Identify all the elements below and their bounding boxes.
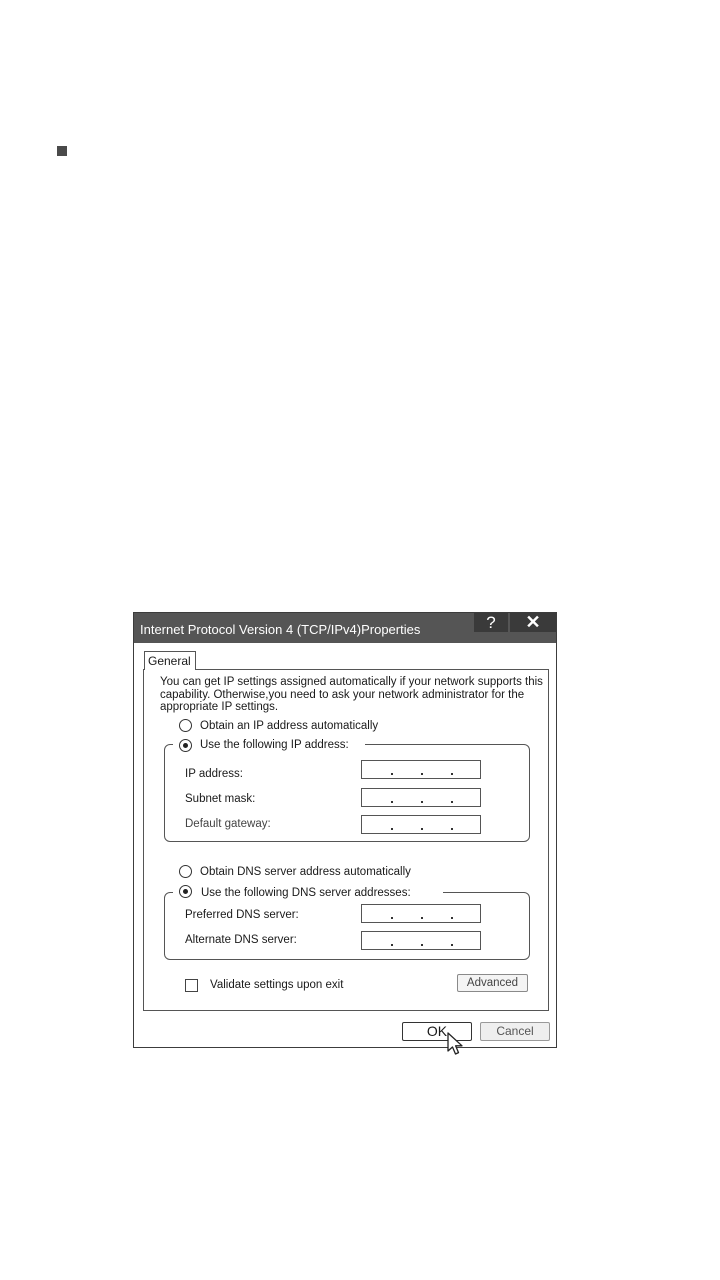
default-gateway-label: Default gateway: bbox=[185, 818, 271, 830]
general-panel bbox=[143, 669, 549, 1011]
ip-auto-label: Obtain an IP address automatically bbox=[200, 720, 379, 732]
intro-text: You can get IP settings assigned automatically if your network supports this capability. Otherwise,you need to ask your network administrator for the appropriate IP settings. bbox=[160, 676, 543, 713]
dialog-title: Internet Protocol Version 4 (TCP/IPv4)Properties bbox=[140, 622, 421, 637]
ipv4-properties-dialog bbox=[133, 612, 557, 1048]
mouse-pointer-icon bbox=[446, 1032, 466, 1056]
ip-manual-label: Use the following IP address: bbox=[200, 739, 349, 751]
ip-address-label: IP address: bbox=[185, 768, 243, 780]
ip-auto-radio[interactable] bbox=[179, 719, 192, 732]
help-icon[interactable]: ? bbox=[474, 613, 508, 632]
preferred-dns-field[interactable] bbox=[361, 904, 481, 923]
ip-manual-radio[interactable] bbox=[179, 739, 192, 752]
dns-auto-label: Obtain DNS server address automatically bbox=[200, 866, 411, 878]
tab-general[interactable]: General bbox=[144, 651, 196, 670]
ok-button[interactable]: OK bbox=[402, 1022, 472, 1041]
title-bar bbox=[134, 613, 556, 643]
advanced-button[interactable]: Advanced bbox=[457, 974, 528, 992]
dns-manual-legend bbox=[173, 884, 443, 900]
dns-auto-radio[interactable] bbox=[179, 865, 192, 878]
subnet-mask-label: Subnet mask: bbox=[185, 793, 256, 805]
alternate-dns-label: Alternate DNS server: bbox=[185, 934, 297, 946]
ip-address-field[interactable] bbox=[361, 760, 481, 779]
alternate-dns-field[interactable] bbox=[361, 931, 481, 950]
validate-checkbox[interactable] bbox=[185, 979, 198, 992]
dns-settings-group bbox=[164, 887, 530, 960]
subnet-mask-field[interactable] bbox=[361, 788, 481, 807]
validate-label: Validate settings upon exit bbox=[210, 979, 344, 991]
square-bullet-icon bbox=[57, 146, 67, 156]
ip-manual-legend bbox=[173, 737, 365, 753]
cancel-button[interactable]: Cancel bbox=[480, 1022, 550, 1041]
dns-manual-label: Use the following DNS server addresses: bbox=[201, 887, 411, 899]
ip-settings-group bbox=[164, 739, 530, 842]
default-gateway-field[interactable] bbox=[361, 815, 481, 834]
close-icon[interactable]: ✕ bbox=[510, 613, 556, 632]
dns-manual-radio[interactable] bbox=[179, 885, 192, 898]
preferred-dns-label: Preferred DNS server: bbox=[185, 909, 299, 921]
